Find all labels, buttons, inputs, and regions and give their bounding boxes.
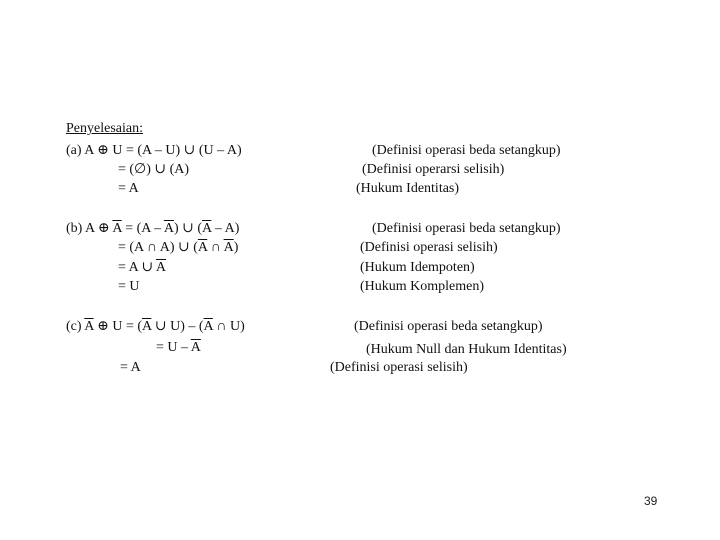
part-c-reason-3: (Definisi operasi selisih) (330, 360, 468, 375)
part-c-line-3: = A (120, 360, 141, 375)
part-b-complement-a: $\overline{A}$ (223, 240, 234, 255)
part-a-reason-2: (Definisi operarsi selisih) (362, 162, 505, 177)
part-a-line-2: = (∅) ∪ (A) (118, 162, 190, 177)
part-b-reason-4: (Hukum Komplemen) (360, 279, 485, 294)
part-b-line-2-prefix: = (A ∩ A) ∪ ( (118, 240, 198, 255)
part-c-complement-a: $\overline{A}$ (190, 340, 201, 355)
part-c-line-1-mid-2: ∪ U) – ( (151, 319, 204, 334)
part-c-line-1-end: ∩ U) (212, 319, 245, 334)
part-a-reason-3: (Hukum Identitas) (356, 181, 460, 196)
part-b-line-2 (118, 240, 238, 256)
part-b-complement-a: $\overline{A}$ (163, 221, 174, 236)
part-c-line-1-mid-1: ⊕ U = ( (93, 319, 143, 334)
part-c-reason-1: (Definisi operasi beda setangkup) (354, 319, 543, 334)
part-c-line-1-prefix: (c) (66, 319, 85, 334)
part-b-reason-3: (Hukum Idempoten) (360, 260, 475, 275)
part-b-complement-a: $\overline{A}$ (197, 240, 208, 255)
part-b-line-3 (118, 260, 166, 276)
page-number: 39 (644, 494, 658, 508)
part-b-line-2-end: ) (233, 240, 239, 255)
part-b-reason-2: (Definisi operasi selisih) (360, 240, 498, 255)
part-b-line-4: = U (118, 279, 140, 294)
part-b-line-1-mid-2: ) ∪ ( (173, 221, 203, 236)
part-b-line-2-mid: ∩ (207, 240, 224, 255)
part-b-reason-1: (Definisi operasi beda setangkup) (372, 221, 561, 236)
part-c-complement-a: $\overline{A}$ (203, 319, 213, 334)
part-b-line-1-mid-1: = (A – (121, 221, 164, 236)
part-a-line-3: = A (118, 181, 139, 196)
part-b-line-3-prefix: = A ∪ (118, 260, 156, 275)
part-b-line-1 (66, 221, 239, 237)
part-b-complement-a: $\overline{A}$ (155, 260, 167, 275)
part-b-complement-a: $\overline{A}$ (202, 221, 212, 236)
part-b-complement-a: $\overline{A}$ (112, 221, 122, 236)
part-c-reason-2: (Hukum Null dan Hukum Identitas) (366, 342, 567, 357)
solution-heading: Penyelesaian: (66, 121, 143, 136)
part-c-line-1 (66, 319, 245, 335)
part-c-complement-a: $\overline{A}$ (142, 319, 152, 334)
part-b-line-1-prefix: (b) A ⊕ (66, 221, 113, 236)
part-a-line-1: (a) A ⊕ U = (A – U) ∪ (U – A) (66, 143, 242, 158)
part-c-line-2-prefix: = U – (156, 340, 191, 355)
part-c-complement-a: $\overline{A}$ (84, 319, 94, 334)
part-a-reason-1: (Definisi operasi beda setangkup) (372, 143, 561, 158)
part-b-line-1-end: – A) (211, 221, 240, 236)
part-c-line-2 (156, 340, 201, 356)
